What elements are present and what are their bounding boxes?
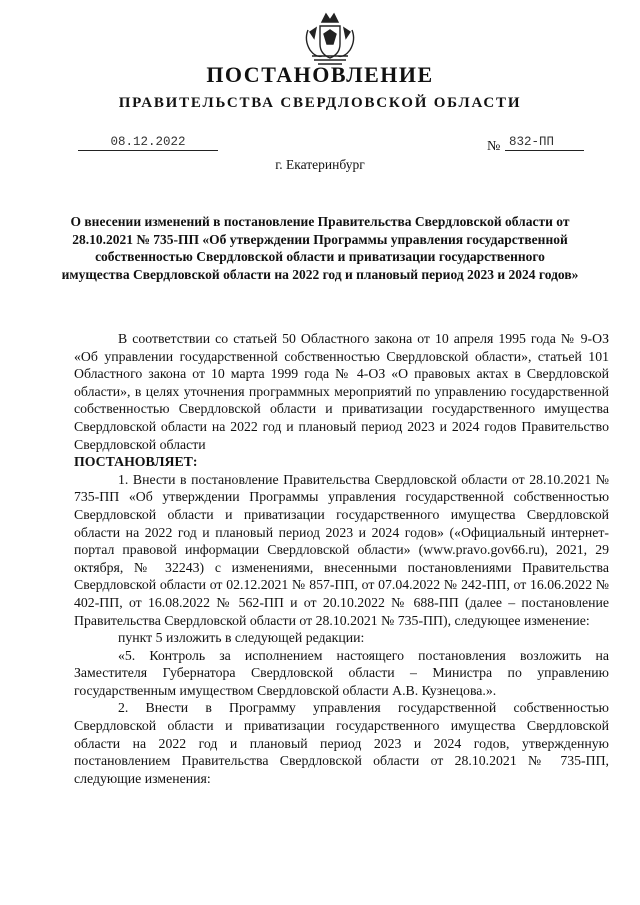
document-city: г. Екатеринбург xyxy=(275,157,365,172)
item-1-quote: «5. Контроль за исполнением настоящего постановления возложить на Заместителя Губернатора Свердловской области – Министра по управлению государственным имуществом Свердловской области А.В. Кузнецова.». xyxy=(74,647,609,698)
number-sign: № xyxy=(487,139,501,154)
item-1-paragraph: 1. Внести в постановление Правительства Свердловской области от 28.10.2021 № 735-ПП «Об утверждении Программы управления государственной собственностью Свердловской области и приватизации государственного имущества Свердловской области на 2022 год и плановый период 2023 и 2024 годов» («Официальный интернет-портал правовой информации Свердловской области» (www.pravo.gov66.ru), 2021, 29 октября, № 32243) с изменениями, внесенными постановлениями Правительства Свердловской области от 02.12.2021 № 857-ПП, от 07.04.2022 № 242-ПП, от 16.06.2022 № 402-ПП, от 16.08.2022 № 562-ПП и от 20.10.2022 № 688-ПП (далее – постановление Правительства Свердловской области от 28.10.2021 № 735-ПП), следующее изменение: xyxy=(74,471,609,628)
document-date: 08.12.2022 xyxy=(78,135,218,151)
document-type-heading: ПОСТАНОВЛЕНИЕ xyxy=(206,62,434,87)
coat-of-arms-emblem-icon xyxy=(300,10,360,68)
document-number: 832-ПП xyxy=(505,135,584,151)
document-body xyxy=(74,330,609,787)
item-2-paragraph: 2. Внести в Программу управления государственной собственностью Свердловской области и приватизации государственного имущества Свердловской области на 2022 год и плановый период 2023 и 2024 годов, утвержденную постановлением Правительства Свердловской области от 28.10.2021 № 735-ПП, следующие изменения: xyxy=(74,700,609,786)
decree-word: ПОСТАНОВЛЯЕТ: xyxy=(74,454,198,470)
preamble-paragraph: В соответствии со статьей 50 Областного закона от 10 апреля 1995 года № 9-ОЗ «Об управлении государственной собственностью Свердловской области», статьей 101 Областного закона от 10 марта 1999 года № 4-ОЗ «О правовых актах в Свердловской области», в целях уточнения программных мероприятий по управлению государственной собственностью Свердловской области и приватизации государственного имущества Свердловской области на 2022 год и плановый период 2023 и 2024 годов Правительство Свердловской области xyxy=(74,331,609,452)
item-1-subparagraph: пункт 5 изложить в следующей редакции: xyxy=(118,630,365,646)
organization-heading: ПРАВИТЕЛЬСТВА СВЕРДЛОВСКОЙ ОБЛАСТИ xyxy=(118,95,522,111)
document-title: О внесении изменений в постановление Правительства Свердловской области от 28.10.2021 № 735-ПП «Об утверждении Программы управления государственной собственностью Свердловской области и приватизации государственного имущества Свердловской области на 2022 год и плановый период 2023 и 2024 годов» xyxy=(61,214,579,282)
